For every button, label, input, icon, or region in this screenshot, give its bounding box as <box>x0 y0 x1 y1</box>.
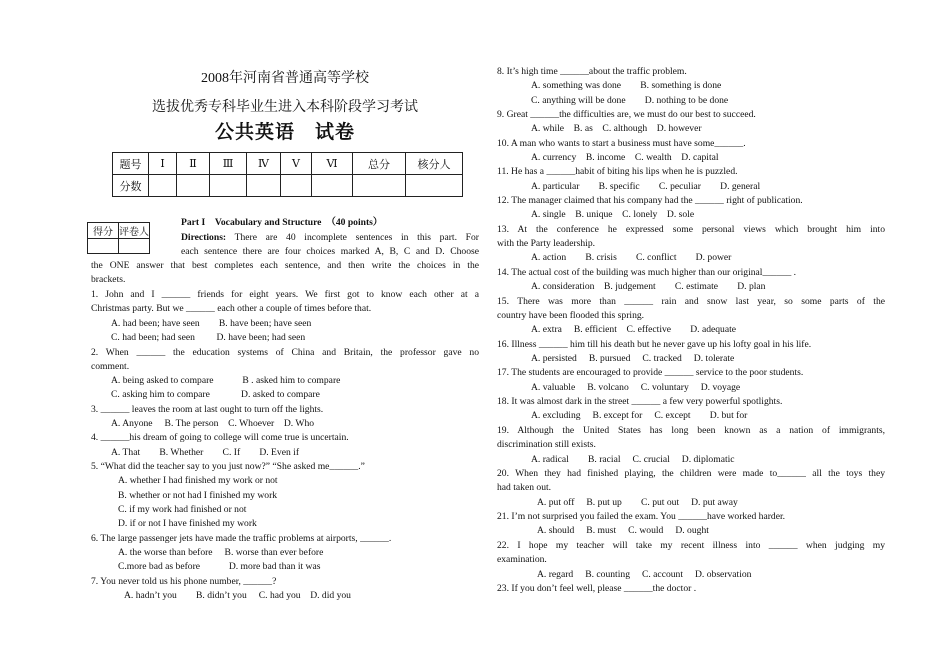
question-line: 9. Great ______the difficulties are, we must do our best to succeed. <box>497 109 756 120</box>
directions-line <box>181 231 479 245</box>
question-line: 20. When they had finished playing, the children were made to______ all the toys they <box>497 468 885 479</box>
directions-line: brackets. <box>91 274 126 285</box>
option-line: A. action B. crisis C. conflict D. power <box>531 252 732 263</box>
score-cell: 题号 <box>113 153 149 175</box>
question-line: discrimination still exists. <box>497 439 596 450</box>
option-line: A. That B. Whether C. If D. Even if <box>111 447 300 458</box>
question-line: 14. The actual cost of the building was much higher than our original______ . <box>497 267 797 278</box>
directions-line: the ONE answer that best completes each sentence, and then write the choices in the <box>91 260 479 271</box>
question-line: with the Party leadership. <box>497 238 596 249</box>
option-line: A. radical B. racial C. crucial D. diplomatic <box>531 454 735 465</box>
question-line: 18. It was almost dark in the street ______ a few very powerful spotlights. <box>497 396 783 407</box>
question-line: 1. John and I ______ friends for eight years. We first got to know each other at a <box>91 289 479 300</box>
score-cell <box>149 175 177 197</box>
option-line: C.more bad as before D. more bad than it was <box>118 561 321 572</box>
question-line: country have been flooded this spring. <box>497 310 645 321</box>
score-cell: Ⅳ <box>247 153 281 175</box>
score-cell: Ⅵ <box>312 153 353 175</box>
option-line: A. particular B. specific C. peculiar D. general <box>531 181 761 192</box>
score-cell <box>312 175 353 197</box>
question-line: 19. Although the United States has long been known as a nation of immigrants, <box>497 425 885 436</box>
option-line: A. something was done B. something is done <box>531 80 722 91</box>
title-line-1: 2008年河南省普通高等学校 <box>201 71 369 86</box>
option-line: D. if or not I have finished my work <box>118 518 257 529</box>
option-line: C. anything will be done D. nothing to be done <box>531 95 729 106</box>
score-cell <box>247 175 281 197</box>
question-line: had taken out. <box>497 482 552 493</box>
option-line: A. being asked to compare B . asked him to compare <box>111 375 341 386</box>
question-line: 17. The students are encouraged to provide ______ service to the poor students. <box>497 367 804 378</box>
question-line: 11. He has a ______habit of biting his lips when he is puzzled. <box>497 166 738 177</box>
question-line: 15. There was more than ______ rain and snow last year, so some parts of the <box>497 296 885 307</box>
question-line: 6. The large passenger jets have made the traffic problems at airports, ______. <box>91 533 392 544</box>
score-cell: Ⅱ <box>177 153 210 175</box>
directions-line: each sentence there are four choices marked A, B, C and D. Choose <box>181 246 479 257</box>
question-line: 22. I hope my teacher will take my recent illness into ______ when judging my <box>497 540 885 551</box>
option-line: B. whether or not had I finished my work <box>118 490 278 501</box>
option-line: A. whether I had finished my work or not <box>118 475 278 486</box>
question-line: 12. The manager claimed that his company had the ______ right of publication. <box>497 195 803 206</box>
grader-cell: 评卷人 <box>119 223 150 239</box>
question-line: 16. Illness ______ him till his death but he never gave up his lofty goal in his life. <box>497 339 812 350</box>
option-line: A. extra B. efficient C. effective D. adequate <box>531 324 737 335</box>
title-line-2: 选拔优秀专科毕业生进入本科阶段学习考试 <box>152 100 418 115</box>
question-line: examination. <box>497 554 547 565</box>
option-line: A. regard B. counting C. account D. observation <box>537 569 752 580</box>
directions-text: There are 40 incomplete sentences in this part. For <box>234 232 479 243</box>
option-line: A. valuable B. volcano C. voluntary D. voyage <box>531 382 741 393</box>
option-line: C. if my work had finished or not <box>118 504 247 515</box>
question-line: 23. If you don’t feel well, please ______the doctor . <box>497 583 697 594</box>
option-line: C. asking him to compare D. asked to compare <box>111 389 320 400</box>
part-title: Part I Vocabulary and Structure （40 points） <box>181 217 383 228</box>
score-cell <box>406 175 463 197</box>
score-table-header-row <box>113 153 463 175</box>
option-line: A. while B. as C. although D. however <box>531 123 702 134</box>
score-cell: Ⅲ <box>210 153 247 175</box>
option-line: A. Anyone B. The person C. Whoever D. Who <box>111 418 315 429</box>
score-cell <box>177 175 210 197</box>
question-line: 5. “What did the teacher say to you just now?” “She asked me______.” <box>91 461 365 472</box>
option-line: A. currency B. income C. wealth D. capital <box>531 152 719 163</box>
question-line: 3. ______ leaves the room at last ought to turn off the lights. <box>91 404 324 415</box>
directions-label: Directions: <box>181 232 227 243</box>
option-line: A. persisted B. pursued C. tracked D. tolerate <box>531 353 735 364</box>
option-line: A. had been; have seen B. have been; have seen <box>111 318 312 329</box>
option-line: A. hadn’t you B. didn’t you C. had you D. did you <box>124 590 351 601</box>
question-line: 8. It’s high time ______about the traffic problem. <box>497 66 687 77</box>
score-cell <box>281 175 312 197</box>
grader-table <box>87 222 150 254</box>
option-line: A. single B. unique C. lonely D. sole <box>531 209 695 220</box>
option-line: A. put off B. put up C. put out D. put away <box>537 497 738 508</box>
grader-cell <box>88 239 119 254</box>
question-line: 13. At the conference he expressed some personal views which brought him into <box>497 224 885 235</box>
question-line: Christmas party. But we ______ each other a couple of times before that. <box>91 303 372 314</box>
score-cell <box>353 175 406 197</box>
option-line: A. should B. must C. would D. ought <box>537 525 709 536</box>
question-line: comment. <box>91 361 130 372</box>
score-table <box>112 152 463 197</box>
question-line: 2. When ______ the education systems of China and Britain, the professor gave no <box>91 347 479 358</box>
question-line: 10. A man who wants to start a business must have some______. <box>497 138 746 149</box>
question-line: 7. You never told us his phone number, ______? <box>91 576 277 587</box>
score-cell: 分数 <box>113 175 149 197</box>
option-line: C. had been; had seen D. have been; had seen <box>111 332 306 343</box>
score-cell: Ⅴ <box>281 153 312 175</box>
grader-cell <box>119 239 150 254</box>
title-line-3: 公共英语 试卷 <box>214 122 355 143</box>
score-cell <box>210 175 247 197</box>
option-line: A. excluding B. except for C. except D. but for <box>531 410 748 421</box>
score-cell: Ⅰ <box>149 153 177 175</box>
option-line: A. consideration B. judgement C. estimate D. plan <box>531 281 766 292</box>
question-line: 21. I’m not surprised you failed the exam. You ______have worked harder. <box>497 511 786 522</box>
option-line: A. the worse than before B. worse than ever before <box>118 547 324 558</box>
grader-cell: 得分 <box>88 223 119 239</box>
score-cell: 核分人 <box>406 153 463 175</box>
score-table-value-row <box>113 175 463 197</box>
score-cell: 总分 <box>353 153 406 175</box>
question-line: 4. ______his dream of going to college will come true is uncertain. <box>91 432 349 443</box>
